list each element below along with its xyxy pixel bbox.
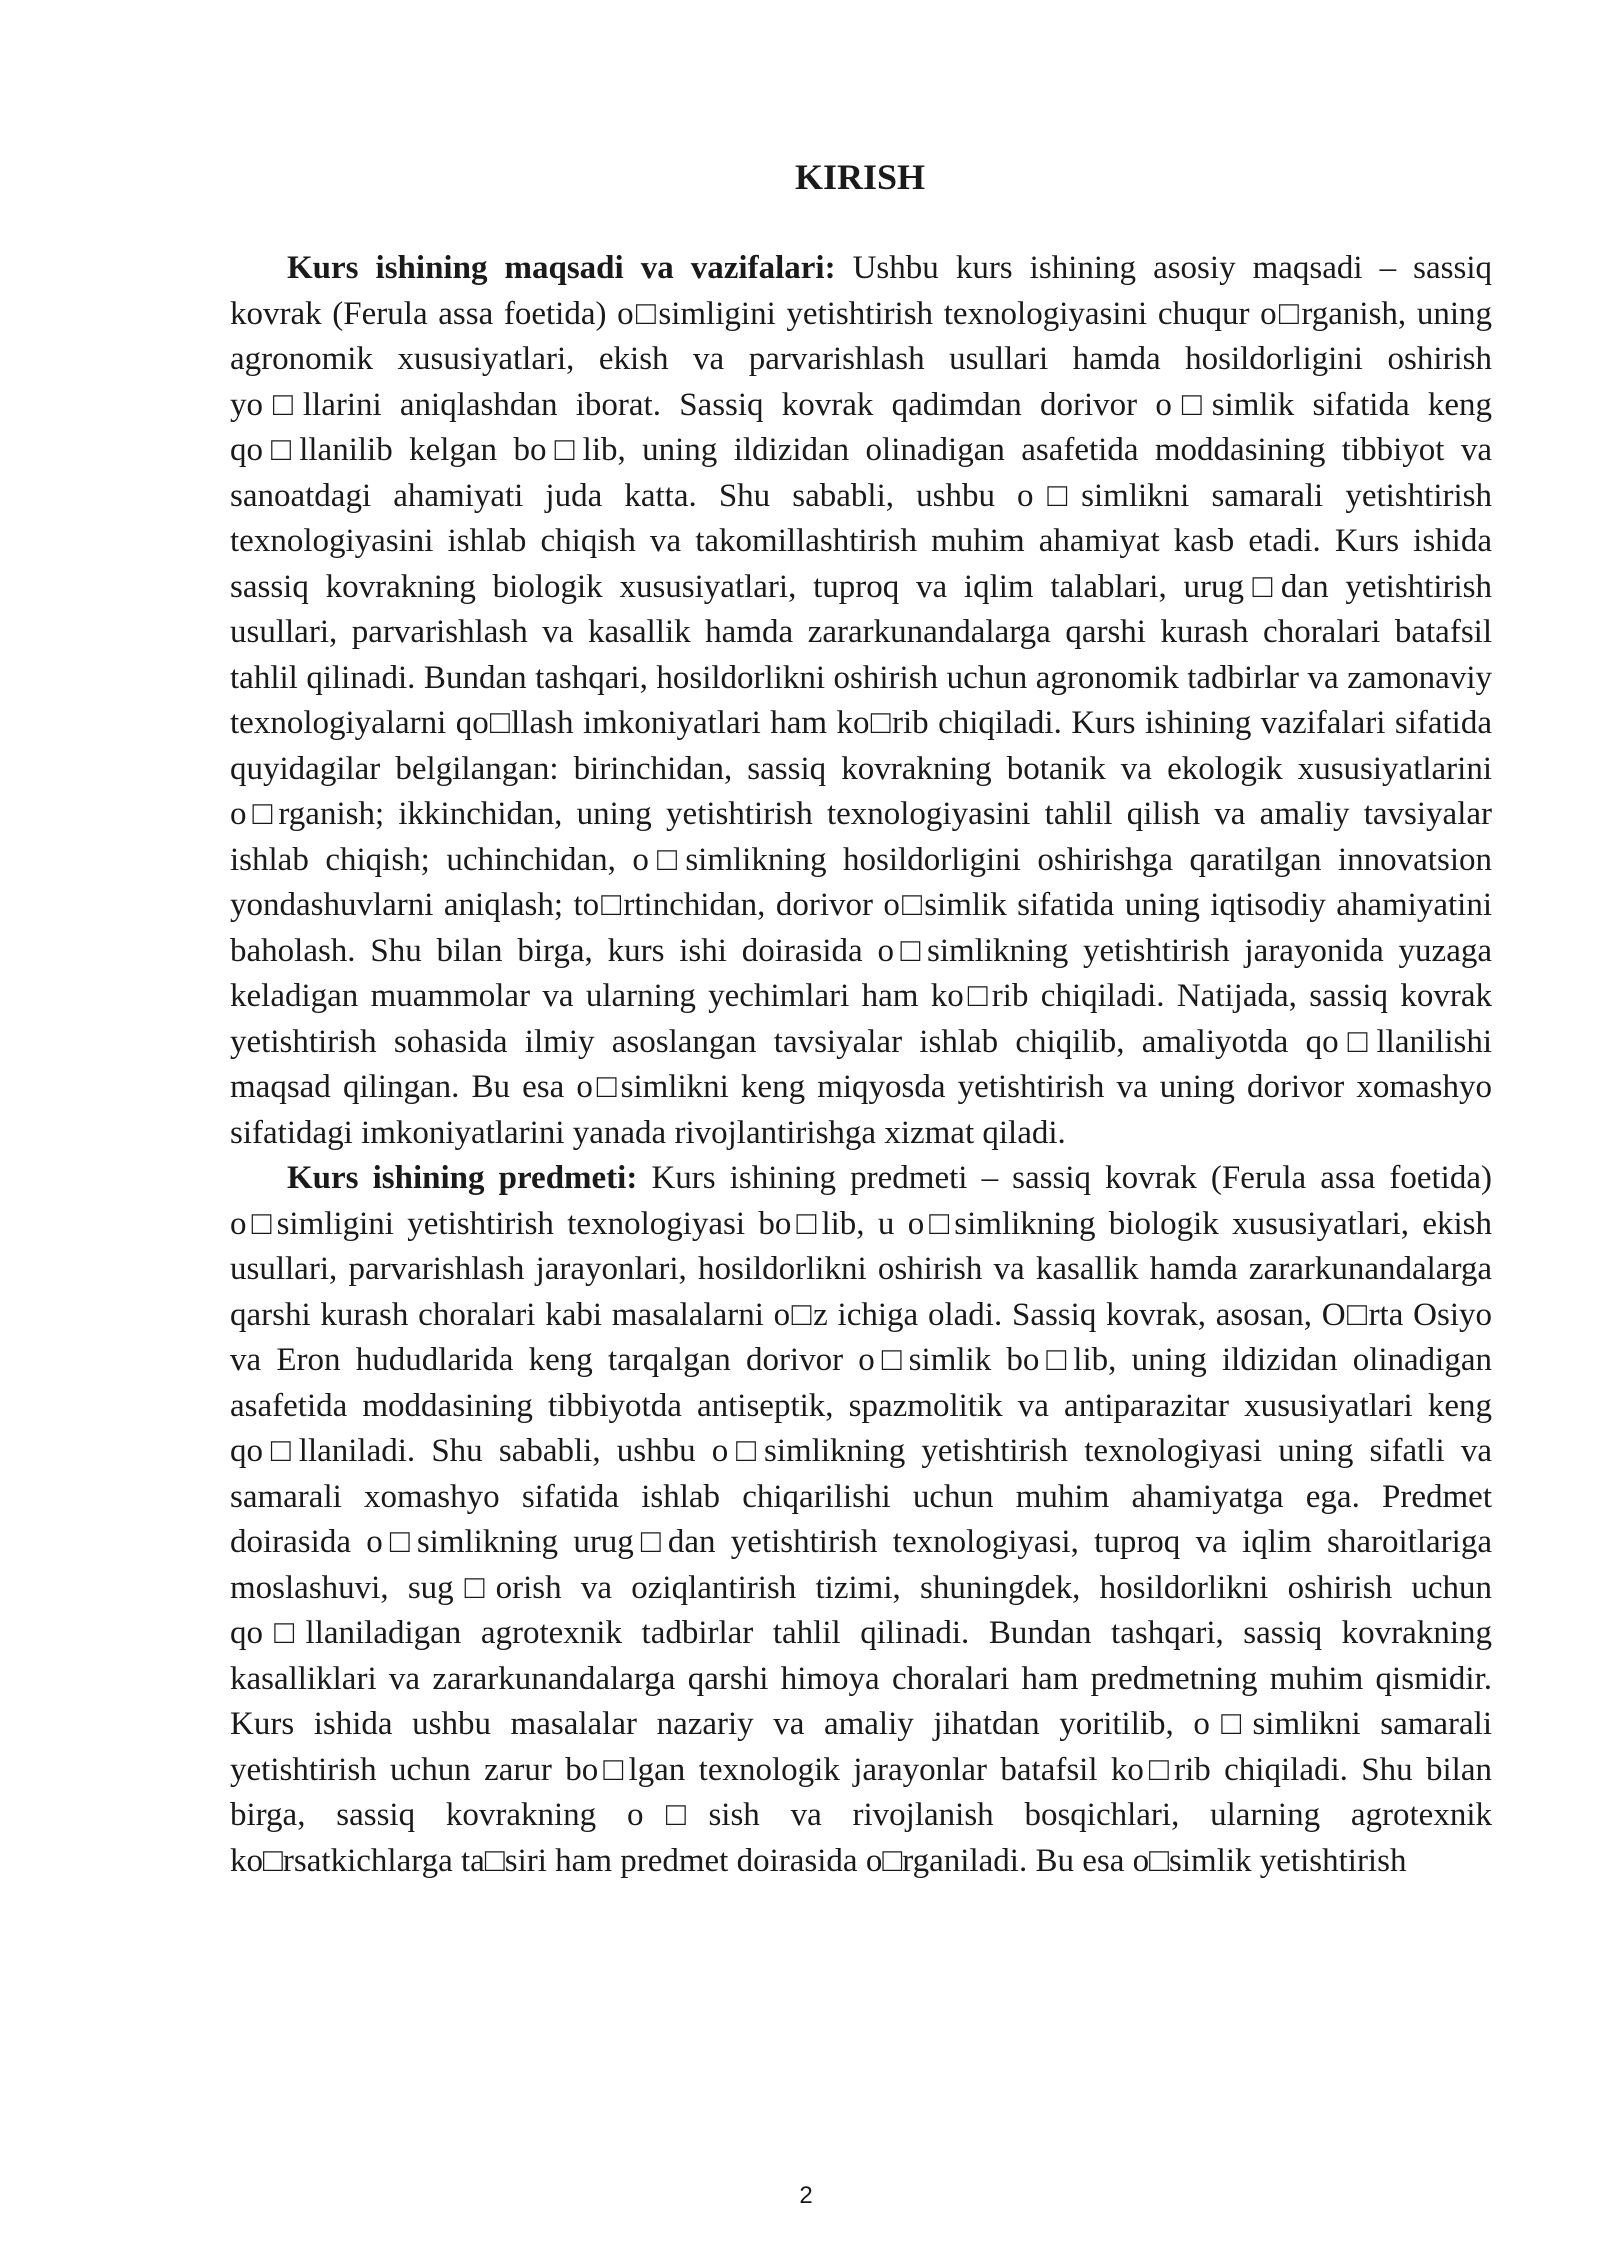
paragraph-text: Ushbu kurs ishining asosiy maqsadi – sassiq kovrak (Ferula assa foetida) o□simligini yetishtirish texnologiyasini chuqur o□rganish, uning agronomik xususiyatlari, ekish va parvarishlash usullari hamda hosildorligini oshirish yo□llarini aniqlashdan iborat. Sassiq kovrak qadimdan dorivor o□simlik sifatida keng qo□llanilib kelgan bo□lib, uning ildizidan olinadigan asafetida moddasining tibbiyot va sanoatdagi ahamiyati juda katta. Shu sababli, ushbu o□simlikni samarali yetishtirish texnologiyasini ishlab chiqish va takomillashtirish muhim ahamiyat kasb etadi. Kurs ishida sassiq kovrakning biologik xususiyatlari, tuproq va iqlim talablari, urug□dan yetishtirish usullari, parvarishlash va kasallik hamda zararkunandalarga qarshi kurash choralari batafsil tahlil qilinadi. Bundan tashqari, hosildorlikni oshirish uchun agronomik tadbirlar va zamonaviy texnologiyalarni qo□llash imkoniyatlari ham ko□rib chiqiladi. Kurs ishining vazifalari sifatida quyidagilar belgilangan: birinchidan, sassiq kovrakning botanik va ekologik xususiyatlarini o□rganish; ikkinchidan, uning yetishtirish texnologiyasini tahlil qilish va amaliy tavsiyalar ishlab chiqish; uchinchidan, o□simlikning hosildorligini oshirishga qaratilgan innovatsion yondashuvlarni aniqlash; to□rtinchidan, dorivor o□simlik sifatida uning iqtisodiy ahamiyatini baholash. Shu bilan birga, kurs ishi doirasida o□simlikning yetishtirish jarayonida yuzaga keladigan muammolar va ularning yechimlari ham ko□rib chiqiladi. Natijada, sassiq kovrak yetishtirish sohasida ilmiy asoslangan tavsiyalar ishlab chiqilib, amaliyotda qo□llanilishi maqsad qilingan. Bu esa o□simlikni keng miqyosda yetishtirish va uning dorivor xomashyo sifatidagi imkoniyatlarini yanada rivojlantirishga xizmat qiladi.	[230, 250, 1492, 1151]
paragraph-lead: Kurs ishining maqsadi va vazifalari:	[287, 250, 836, 286]
paragraph-text: Kurs ishining predmeti – sassiq kovrak (Ferula assa foetida) o□simligini yetishtirish texnologiyasi bo□lib, u o□simlikning biologik xususiyatlari, ekish usullari, parvarishlash jarayonlari, hosildorlikni oshirish va kasallik hamda zararkunandalarga qarshi kurash choralari kabi masalalarni o□z ichiga oladi. Sassiq kovrak, asosan, O□rta Osiyo va Eron hududlarida keng tarqalgan dorivor o□simlik bo□lib, uning ildizidan olinadigan asafetida moddasining tibbiyotda antiseptik, spazmolitik va antiparazitar xususiyatlari keng qo□llaniladi. Shu sababli, ushbu o□simlikning yetishtirish texnologiyasi uning sifatli va samarali xomashyo sifatida ishlab chiqarilishi uchun muhim ahamiyatga ega. Predmet doirasida o□simlikning urug□dan yetishtirish texnologiyasi, tuproq va iqlim sharoitlariga moslashuvi, sug□orish va oziqlantirish tizimi, shuningdek, hosildorlikni oshirish uchun qo□llaniladigan agrotexnik tadbirlar tahlil qilinadi. Bundan tashqari, sassiq kovrakning kasalliklari va zararkunandalarga qarshi himoya choralari ham predmetning muhim qismidir. Kurs ishida ushbu masalalar nazariy va amaliy jihatdan yoritilib, o□simlikni samarali yetishtirish uchun zarur bo□lgan texnologik jarayonlar batafsil ko□rib chiqiladi. Shu bilan birga, sassiq kovrakning o□sish va rivojlanish bosqichlari, ularning agrotexnik ko□rsatkichlarga ta□siri ham predmet doirasida o□rganiladi. Bu esa o□simlik yetishtirish	[230, 1160, 1492, 1879]
paragraph-lead: Kurs ishining predmeti:	[287, 1160, 638, 1196]
paragraph-goals	[230, 246, 1492, 1156]
paragraph-subject	[230, 1156, 1492, 1884]
section-heading: KIRISH	[794, 157, 926, 197]
page-number: 2	[799, 2182, 813, 2209]
body-text	[230, 246, 1492, 1884]
